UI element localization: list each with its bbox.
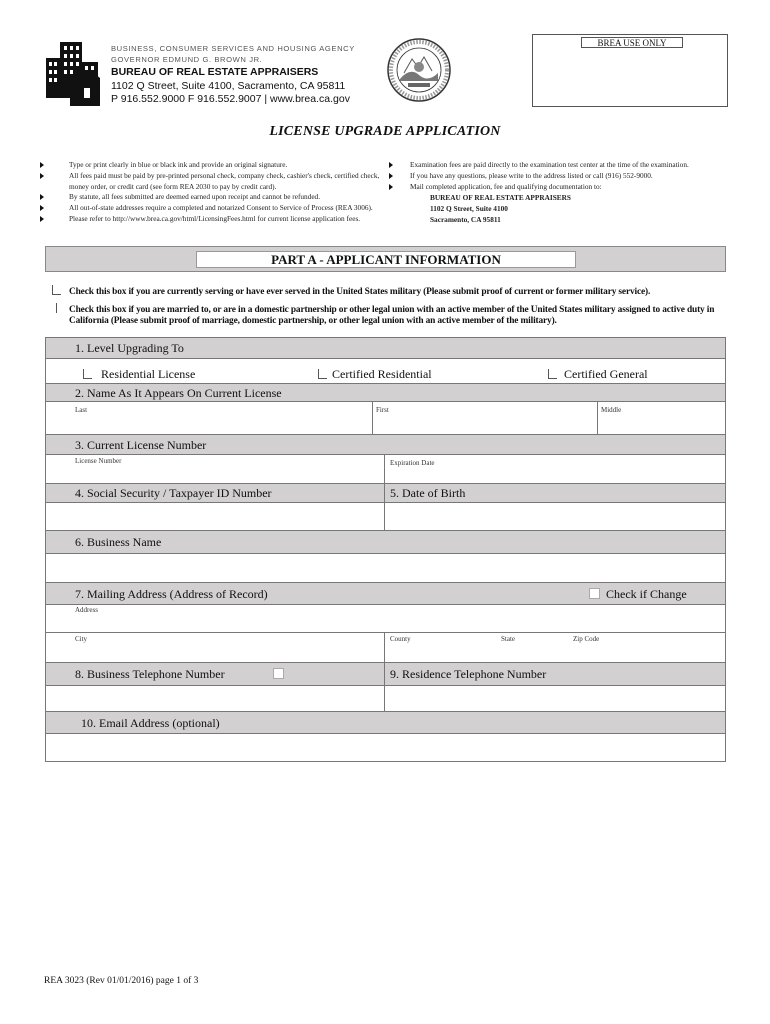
instruction-text: Mail completed application, fee and qualifying documentation to: [410,181,602,191]
email-input[interactable] [45,734,726,762]
instruction-text: Please refer to http://www.brea.ca.gov/html/LicensingFees.html for current license application fees. [69,213,361,223]
brea-use-only-box [532,34,728,107]
certified-residential-checkbox[interactable] [318,369,327,379]
instruction-item [389,182,734,193]
bullet-arrow-icon [389,184,393,190]
bureau-name: BUREAU OF REAL ESTATE APPRAISERS [111,66,319,78]
instruction-item [40,203,380,214]
building-logo-icon [44,40,100,106]
instruction-text: Type or print clearly in blue or black ink and provide an original signature. [69,160,288,169]
mail-to-line: Sacramento, CA 95811 [430,215,501,225]
first-name-label: First [376,406,389,414]
bullet-arrow-icon [389,173,393,179]
spouse-military-checkbox[interactable] [56,303,65,313]
instruction-item [40,160,380,171]
ssn-input[interactable] [46,503,384,530]
level-header-row [45,338,726,359]
residential-checkbox[interactable] [83,369,92,379]
residence-phone-label: 9. Residence Telephone Number [390,667,547,681]
state-label: State [501,635,515,643]
ssn-dob-fields-row [45,503,726,531]
bullet-arrow-icon [40,162,44,168]
contact-info: P 916.552.9000 F 916.552.9007 | www.brea.ca.gov [111,93,350,105]
agency-line: BUSINESS, CONSUMER SERVICES AND HOUSING AGENCY [111,44,355,53]
instruction-item [40,192,380,203]
dob-header-cell [384,484,726,502]
part-a-header [45,246,726,272]
last-name-label: Last [75,406,88,414]
level-upgrading-label: 1. Level Upgrading To [75,341,184,355]
instructions-right [389,160,734,225]
expiration-date-label: Expiration Date [390,459,435,467]
email-header-row [45,712,726,734]
level-option-residential[interactable] [83,367,195,382]
mail-to-address [389,192,734,225]
governor-line: GOVERNOR EDMUND G. BROWN JR. [111,55,263,64]
address-input[interactable] [45,605,726,633]
instruction-item [40,171,380,193]
instruction-item [40,214,380,225]
street-address: 1102 Q Street, Suite 4100, Sacramento, CA 95811 [111,80,346,92]
license-fields-row [45,455,726,484]
ssn-header-label: 4. Social Security / Taxpayer ID Number [75,486,272,500]
level-options-row [45,359,726,384]
spouse-military-checkbox-label: Check this box if you are married to, or are in a domestic partnership or other legal union with an active member of the United States military assigned to active duty in California (Please submit proof of marriage, domestic partnership, or other legal union with an active member of the military). [69,305,715,326]
brea-use-only-label: BREA USE ONLY [581,37,683,48]
level-option-certified-residential[interactable] [318,367,432,382]
bullet-arrow-icon [389,162,393,168]
name-fields-row [45,402,726,435]
bullet-arrow-icon [40,194,44,200]
mail-to-line: 1102 Q Street, Suite 4100 [430,204,508,214]
city-label: City [75,635,88,643]
license-header-label: 3. Current License Number [75,438,207,452]
business-name-label: 6. Business Name [75,535,162,549]
agency-lines [111,43,355,65]
state-seal-icon [386,37,452,103]
mailing-address-label: 7. Mailing Address (Address of Record) [75,587,268,601]
instruction-text: All out-of-state addresses require a completed and notarized Consent to Service of Process (REA 3006). [69,203,373,213]
check-if-change-label: Check if Change [606,587,687,601]
instruction-text: By statute, all fees submitted are deemed earned upon receipt and cannot be refunded. [69,192,321,202]
bullet-arrow-icon [40,173,44,179]
zip-code-label: Zip Code [573,635,600,643]
instruction-text: All fees paid must be paid by pre-printed personal check, company check, cashier's check, certified check, money order, or credit card (see form REA 2030 to pay by credit card). [69,170,380,191]
level-option-label: Certified Residential [332,367,432,381]
mail-to-line: BUREAU OF REAL ESTATE APPRAISERS [430,193,571,203]
instruction-text: Examination fees are paid directly to the examination test center at the time of the examination. [410,160,689,169]
address-field-label: Address [75,606,98,614]
license-header-row [45,435,726,455]
license-number-label: License Number [75,457,122,465]
email-label: 10. Email Address (optional) [81,716,220,730]
level-option-label: Certified General [564,367,648,381]
military-checkbox-label: Check this box if you are currently serving or have ever served in the United States military (Please submit proof of current or former military service). [69,287,651,297]
business-name-header-row [45,531,726,554]
city-row [45,633,726,663]
name-header-row [45,384,726,402]
expiration-date-field[interactable] [384,455,726,483]
business-name-input[interactable] [45,554,726,583]
phone-header-row [45,663,726,686]
bullet-arrow-icon [40,205,44,211]
instruction-item [389,171,734,182]
level-option-label: Residential License [101,367,196,381]
military-checkbox[interactable] [52,285,61,295]
middle-name-label: Middle [601,406,622,414]
county-state-zip-field[interactable] [384,633,726,662]
name-header-label: 2. Name As It Appears On Current License [75,386,282,400]
business-phone-label: 8. Business Telephone Number [75,667,225,681]
part-a-title: PART A - APPLICANT INFORMATION [196,251,576,268]
form-footer: REA 3023 (Rev 01/01/2016) page 1 of 3 [44,976,199,986]
dob-input[interactable] [384,503,726,530]
instructions-left [40,160,380,225]
bullet-arrow-icon [40,216,44,222]
dob-header-label: 5. Date of Birth [390,486,466,500]
residence-phone-input[interactable] [384,686,726,711]
business-phone-input[interactable] [46,686,384,711]
bureau-address [111,80,350,106]
instruction-text: If you have any questions, please write to the address listed or call (916) 552-9000. [410,170,653,180]
level-option-certified-general[interactable] [548,367,648,382]
check-if-change-checkbox[interactable] [589,588,600,599]
middle-name-field[interactable] [597,402,726,434]
first-name-field[interactable] [372,402,597,434]
page-title: LICENSE UPGRADE APPLICATION [269,124,501,139]
mailing-header-row [45,583,726,605]
residence-phone-header-cell [384,663,726,685]
certified-general-checkbox[interactable] [548,369,557,379]
applicant-form [45,337,726,730]
business-phone-checkbox[interactable] [273,668,284,679]
ssn-dob-header-row [45,484,726,503]
phone-fields-row [45,686,726,712]
instruction-item [389,160,734,171]
county-label: County [390,635,411,643]
